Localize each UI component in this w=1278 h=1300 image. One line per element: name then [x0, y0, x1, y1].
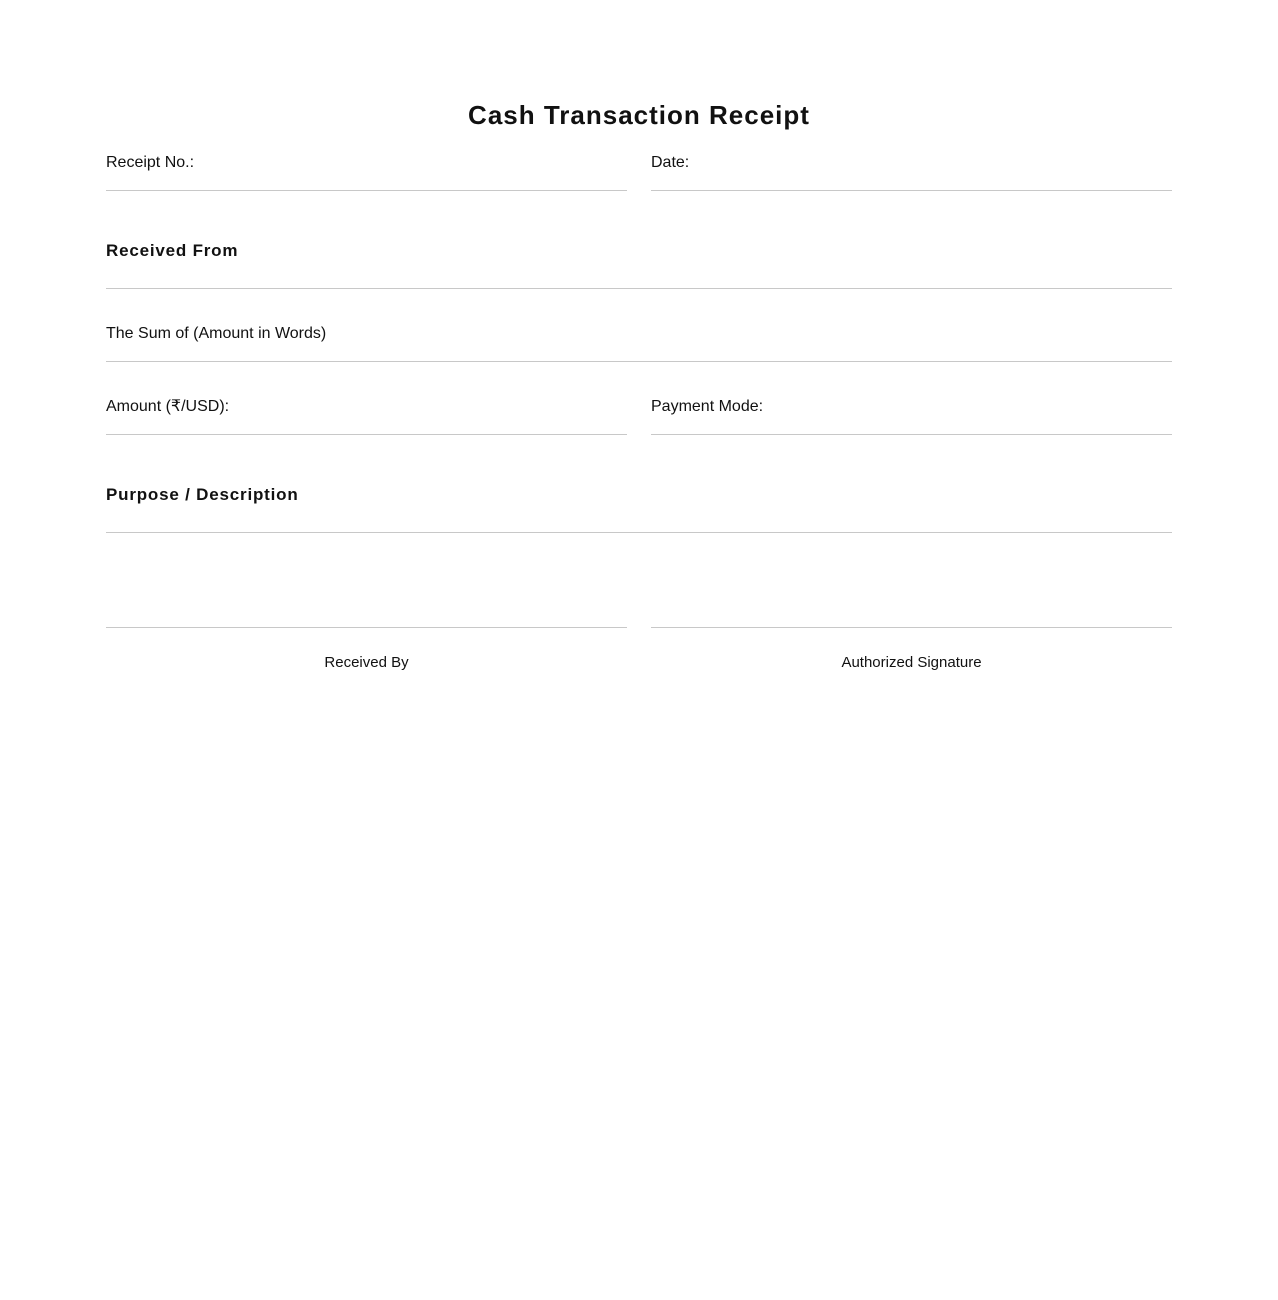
authorized-signature-label: Authorized Signature [841, 654, 982, 671]
payment-mode-field[interactable] [651, 394, 1172, 435]
purpose-field[interactable] [106, 482, 1172, 533]
date-label: Date: [651, 154, 690, 171]
amount-label: Amount (₹/USD): [106, 398, 230, 415]
authorized-signature-line[interactable] [651, 627, 1172, 628]
amount-in-words-label: The Sum of (Amount in Words) [106, 325, 327, 342]
received-from-field[interactable] [106, 238, 1172, 289]
received-from-label: Received From [106, 241, 239, 260]
received-by-signature-line[interactable] [106, 627, 627, 628]
date-field[interactable] [651, 150, 1172, 191]
payment-mode-label: Payment Mode: [651, 398, 764, 415]
purpose-label: Purpose / Description [106, 485, 299, 504]
amount-in-words-field[interactable] [106, 321, 1172, 362]
receipt-number-field[interactable] [106, 150, 627, 191]
received-by-label: Received By [324, 654, 409, 671]
amount-field[interactable] [106, 394, 627, 435]
page-title: Cash Transaction Receipt [468, 100, 810, 130]
receipt-number-label: Receipt No.: [106, 154, 195, 171]
